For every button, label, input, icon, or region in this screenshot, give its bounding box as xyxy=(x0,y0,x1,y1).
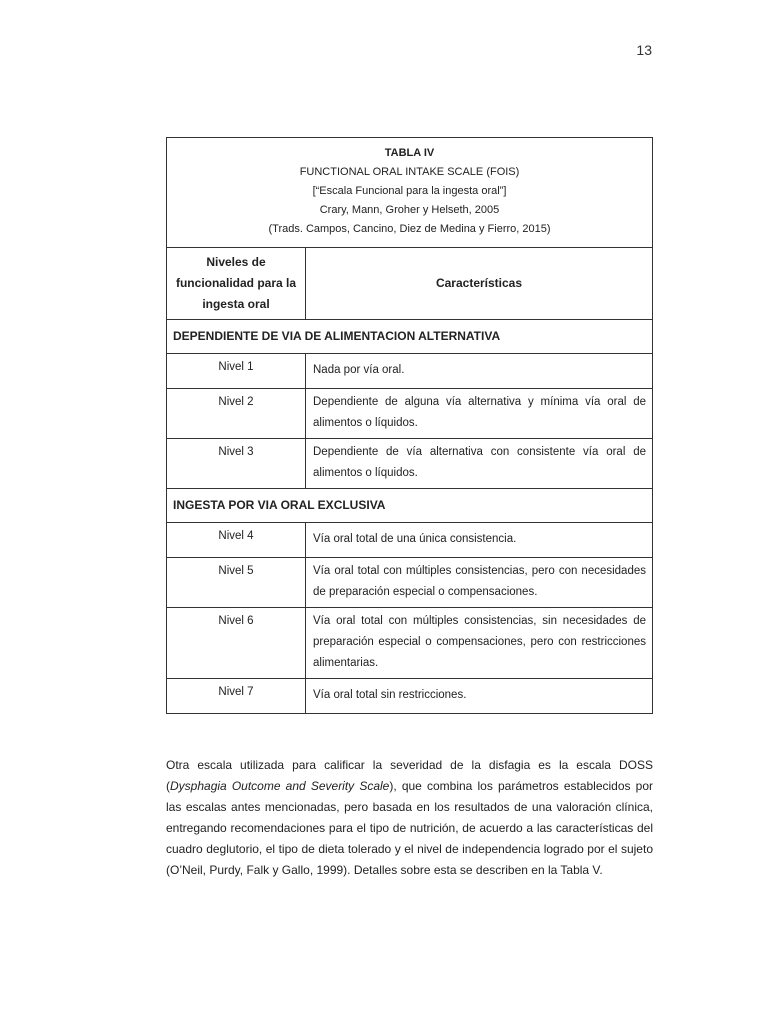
table-title-row xyxy=(167,138,653,248)
table-row xyxy=(167,439,653,489)
section-title: DEPENDIENTE DE VIA DE ALIMENTACION ALTERNATIVA xyxy=(167,320,653,354)
table-translators: (Trads. Campos, Cancino, Diez de Medina y Fierro, 2015) xyxy=(268,223,551,235)
section-header-row xyxy=(167,489,653,523)
table-title-cell xyxy=(167,138,653,248)
paragraph-text-end: ), que combina los parámetros establecidos por las escalas antes mencionadas, pero basada en los resultados de una valoración clínica, entregando recomendaciones para el tipo de nutrición, de acuerdo a las características del cuadro deglutorio, el tipo de dieta tolerado y el nivel de independencia logrado por el sujeto (O’Neil, Purdy, Falk y Gallo, 1999). Detalles sobre esta se describen en la Tabla V. xyxy=(166,779,654,877)
section-header-row xyxy=(167,320,653,354)
level-cell: Nivel 3 xyxy=(167,439,306,489)
level-cell: Nivel 7 xyxy=(167,679,306,714)
table-row xyxy=(167,389,653,439)
description-cell: Dependiente de vía alternativa con consistente vía oral de alimentos o líquidos. xyxy=(306,439,653,489)
section-title: INGESTA POR VIA ORAL EXCLUSIVA xyxy=(167,489,653,523)
table-row xyxy=(167,608,653,679)
level-cell: Nivel 1 xyxy=(167,354,306,389)
description-cell: Nada por vía oral. xyxy=(306,354,653,389)
table-header-row xyxy=(167,248,653,320)
description-cell: Vía oral total con múltiples consistencias, sin necesidades de preparación especial o compensaciones, pero con restricciones alimentarias. xyxy=(306,608,653,679)
description-cell: Dependiente de alguna vía alternativa y mínima vía oral de alimentos o líquidos. xyxy=(306,389,653,439)
description-cell: Vía oral total sin restricciones. xyxy=(306,679,653,714)
table-title: FUNCTIONAL ORAL INTAKE SCALE (FOIS) xyxy=(299,166,520,178)
level-cell: Nivel 6 xyxy=(167,608,306,679)
header-levels: Niveles de funcionalidad para la ingesta oral xyxy=(167,248,306,320)
table-row xyxy=(167,679,653,714)
level-cell: Nivel 4 xyxy=(167,523,306,558)
description-cell: Vía oral total con múltiples consistencias, pero con necesidades de preparación especial o compensaciones. xyxy=(306,558,653,608)
table-title-translation: [“Escala Funcional para la ingesta oral”] xyxy=(312,185,507,197)
table-row xyxy=(167,523,653,558)
table-row xyxy=(167,354,653,389)
page-number: 13 xyxy=(636,42,652,58)
table-number: TABLA IV xyxy=(384,147,435,159)
level-cell: Nivel 2 xyxy=(167,389,306,439)
description-cell: Vía oral total de una única consistencia. xyxy=(306,523,653,558)
paragraph-text-start: Otra escala utilizada para calificar la severidad de la disfagia es la escala DOSS ( xyxy=(166,758,653,793)
level-cell: Nivel 5 xyxy=(167,558,306,608)
table-source: Crary, Mann, Groher y Helseth, 2005 xyxy=(319,204,500,216)
table-row xyxy=(167,558,653,608)
body-paragraph xyxy=(166,755,653,881)
paragraph-italic-scale-name: Dysphagia Outcome and Severity Scale xyxy=(170,779,390,793)
header-characteristics: Características xyxy=(306,248,653,320)
fois-table xyxy=(166,137,653,714)
